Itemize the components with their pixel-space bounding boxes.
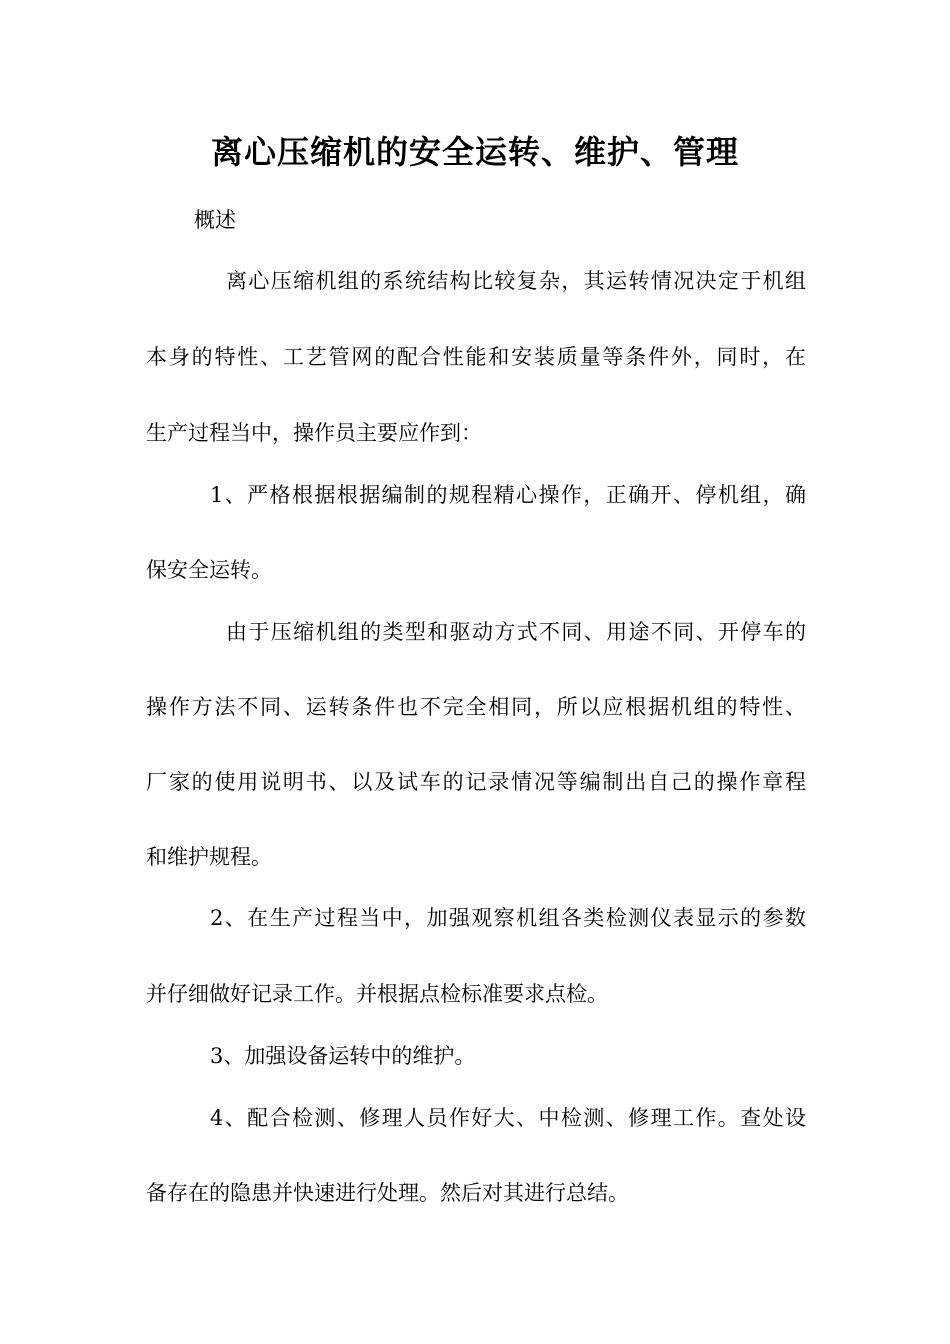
list-item-3-line: 3、加强设备运转中的维护。 [210,1044,476,1068]
list-item-1-line: 1、严格根据根据编制的规程精心操作，正确开、停机组，确 [210,483,806,507]
paragraph-line: 和维护规程。 [146,845,272,869]
list-item-1-line: 保安全运转。 [146,558,272,582]
section-heading-overview: 概述 [194,208,236,232]
paragraph-line: 厂家的使用说明书、以及试车的记录情况等编制出自己的操作章程 [146,770,806,794]
paragraph-line: 本身的特性、工艺管网的配合性能和安装质量等条件外，同时，在 [146,345,806,369]
paragraph-line: 由于压缩机组的类型和驱动方式不同、用途不同、开停车的 [226,620,806,644]
paragraph-line: 操作方法不同、运转条件也不完全相同，所以应根据机组的特性、 [146,695,806,719]
list-item-2-line: 并仔细做好记录工作。并根据点检标准要求点检。 [146,982,608,1006]
list-item-4-line: 备存在的隐患并快速进行处理。然后对其进行总结。 [146,1181,629,1205]
list-item-2-line: 2、在生产过程当中，加强观察机组各类检测仪表显示的参数 [210,906,806,930]
document-title: 离心压缩机的安全运转、维护、管理 [210,133,739,171]
paragraph-line: 生产过程当中，操作员主要应作到： [146,421,482,445]
paragraph-line: 离心压缩机组的系统结构比较复杂，其运转情况决定于机组 [226,269,806,293]
list-item-4-line: 4、配合检测、修理人员作好大、中检测、修理工作。查处设 [210,1106,806,1130]
